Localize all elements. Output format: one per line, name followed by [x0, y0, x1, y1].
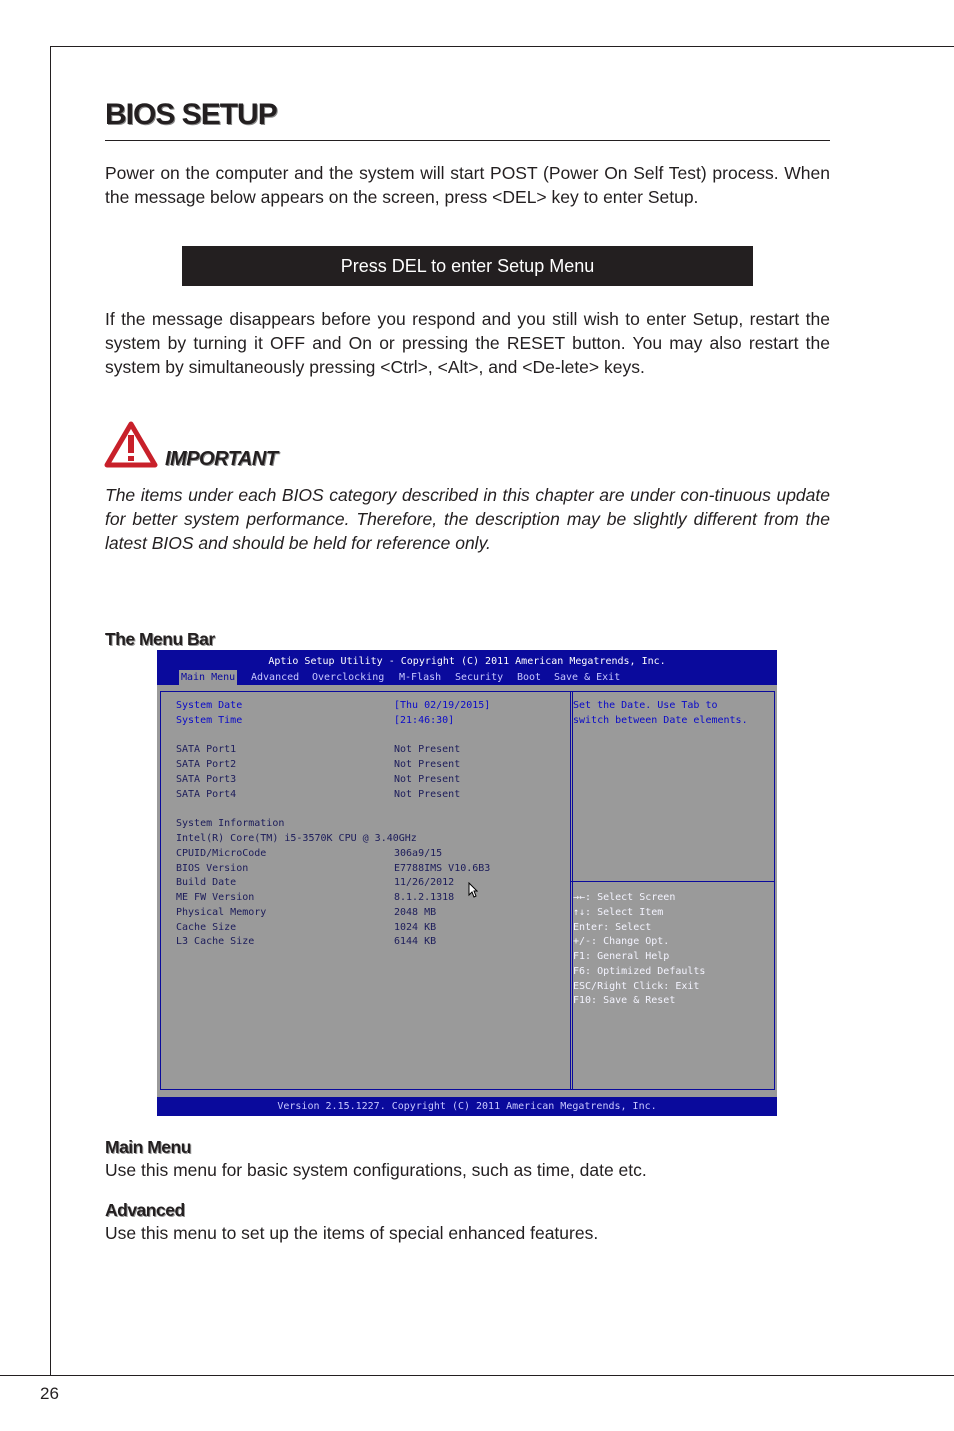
title-rule [105, 140, 830, 141]
important-text: The items under each BIOS category described in this chapter are under con-tinuous update for better system performance. Therefore, the description may be slightly different from the latest BIOS and should be held for reference only. [105, 485, 830, 553]
bios-key-help-line: F10: Save & Reset [573, 995, 676, 1006]
bios-key-help-line: ESC/Right Click: Exit [573, 981, 700, 992]
bios-screenshot: Aptio Setup Utility - Copyright (C) 2011 American Megatrends, Inc. Main Menu Advanced Overclocking M-Flash Security Boot Save & Exit System Date [Thu 02/19/2015] System Time [21:46:30] SATA Port1 Not Present SATA Port2 Not Present SATA Port3 Not Present SATA Port4 Not Present System Information Intel(R) Core(TM) i5-3570K CPU @ 3.40GHz CPUID/MicroCode 306a9/15 BIOS Version E7788IMS V10.6B3 Build Date 11/26/2012 ME FW Version 8.1.2.1318 Physical Memory 2048 MB Cache Size 1024 KB L3 Cache Size 6144 KB Set the Date. Use Tab to switch between Date elements. →←: Select Screen ↑↓: Select Item Enter: Select +/-: Change Opt. F1: General Help F6: Optimized Defaults ESC/Right Click: Exit F10: Save & Reset Version 2.15.1227. Copyright (C) 2011 American Megatrends, Inc. [157, 650, 777, 1116]
important-heading: IMPORTANT [165, 448, 278, 470]
bios-key-help-line: F1: General Help [573, 951, 670, 962]
help-divider [571, 881, 774, 882]
advanced-description: Use this menu to set up the items of special enhanced features. [105, 1223, 599, 1243]
bios-help-line: Set the Date. Use Tab to [573, 700, 718, 711]
bios-footer: Version 2.15.1227. Copyright (C) 2011 American Megatrends, Inc. [157, 1097, 777, 1116]
del-message-box: Press DEL to enter Setup Menu [182, 246, 753, 286]
menu-bar-heading: The Menu Bar [105, 629, 215, 649]
bios-key-help-line: F6: Optimized Defaults [573, 966, 706, 977]
bios-key-help-line: Enter: Select [573, 922, 652, 933]
page-frame-left [50, 46, 51, 1376]
page-number: 26 [40, 1384, 59, 1403]
bios-key-help-line: ↑↓: Select Item [573, 907, 664, 918]
bios-title-bar: Aptio Setup Utility - Copyright (C) 2011 American Megatrends, Inc. [157, 650, 777, 670]
intro-paragraph: Power on the computer and the system will start POST (Power On Self Test) process. When the message below appears on the screen, press <DEL> key to enter Setup. [105, 163, 830, 207]
bios-help-line: switch between Date elements. [573, 715, 748, 726]
main-menu-heading: Main Menu [105, 1137, 191, 1157]
page-title: BIOS SETUP [105, 98, 277, 131]
bios-tab-boot[interactable]: Boot [517, 672, 542, 683]
restart-paragraph: If the message disappears before you respond and you still wish to enter Setup, restart the system by turning it OFF and On or pressing the RESET button. You may also restart the system by simultaneously pressing <Ctrl>, <Alt>, and <De-lete> keys. [105, 309, 830, 377]
bios-key-help-line: →←: Select Screen [573, 892, 676, 903]
page-frame-top [50, 46, 954, 47]
bios-tab-bar [157, 670, 777, 685]
advanced-heading: Advanced [105, 1200, 185, 1220]
bios-tab-m-flash[interactable]: M-Flash [399, 672, 442, 683]
bios-tab-overclocking[interactable]: Overclocking [312, 672, 385, 683]
bios-help-panel [570, 691, 775, 1090]
bios-tab-advanced[interactable]: Advanced [251, 672, 300, 683]
bios-tab-security[interactable]: Security [455, 672, 504, 683]
warning-triangle-icon [104, 421, 158, 469]
main-menu-description: Use this menu for basic system configurations, such as time, date etc. [105, 1160, 647, 1180]
bios-key-help-line: +/-: Change Opt. [573, 936, 670, 947]
mouse-pointer-icon [468, 882, 478, 898]
bios-tab-main-menu[interactable]: Main Menu [181, 672, 236, 683]
page-frame-bottom [0, 1375, 954, 1376]
bios-tab-save-exit[interactable]: Save & Exit [554, 672, 621, 683]
